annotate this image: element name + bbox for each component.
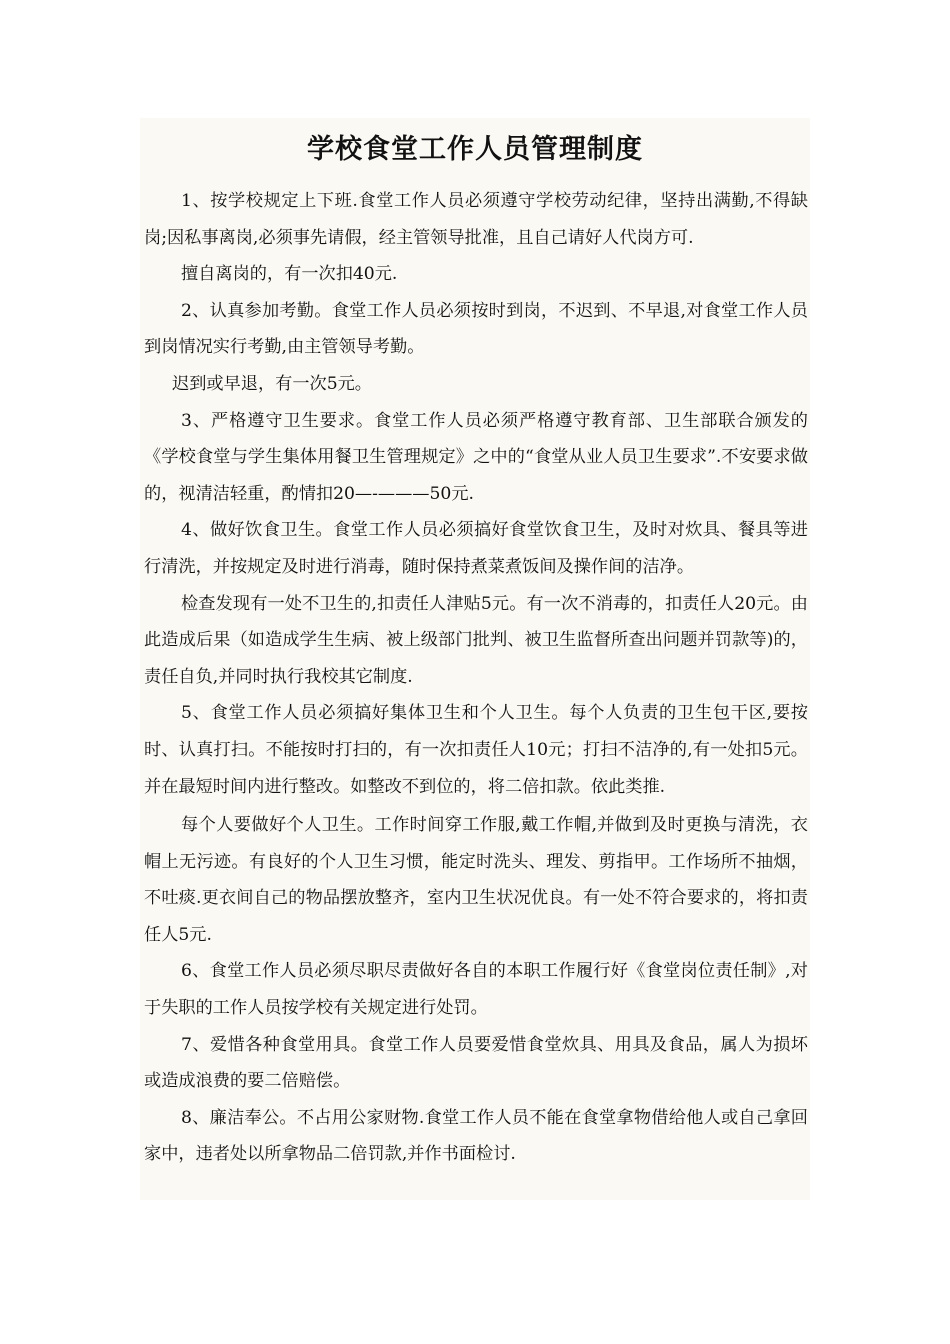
rule-6-paragraph: 6、食堂工作人员必须尽职尽责做好各自的本职工作履行好《食堂岗位责任制》,对于失职的工作人员按学校有关规定进行处罚。 xyxy=(144,961,808,1019)
rule-4-paragraph: 4、做好饮食卫生。食堂工作人员必须搞好食堂饮食卫生，及时对炊具、餐具等进行清洗，并按规定及时进行消毒，随时保持煮菜煮饭间及操作间的洁净。 xyxy=(144,520,808,577)
document-body xyxy=(144,183,808,1173)
rule-1-paragraph: 1、按学校规定上下班.食堂工作人员必须遵守学校劳动纪律，坚持出满勤,不得缺岗;因私事离岗,必须事先请假，经主管领导批准，且自己请好人代岗方可. xyxy=(144,191,808,248)
rule-2-penalty: 迟到或早退，有一次5元。 xyxy=(172,373,372,394)
rule-4-penalty: 检查发现有一处不卫生的,扣责任人津贴5元。有一次不消毒的，扣责任人20元。由此造成后果（如造成学生生病、被上级部门批判、被卫生监督所查出问题并罚款等)的，责任自负,并同时执行我校其它制度. xyxy=(144,593,808,687)
rule-7-paragraph: 7、爱惜各种食堂用具。食堂工作人员要爱惜食堂炊具、用具及食品，属人为损坏或造成浪费的要二倍赔偿。 xyxy=(144,1034,808,1092)
rule-8-paragraph: 8、廉洁奉公。不占用公家财物.食堂工作人员不能在食堂拿物借给他人或自己拿回家中，违者处以所拿物品二倍罚款,并作书面检讨. xyxy=(144,1107,808,1165)
rule-1-penalty: 擅自离岗的，有一次扣40元. xyxy=(181,264,398,285)
rule-2-paragraph: 2、认真参加考勤。食堂工作人员必须按时到岗，不迟到、不早退,对食堂工作人员到岗情况实行考勤,由主管领导考勤。 xyxy=(144,300,808,358)
rule-5-paragraph: 5、食堂工作人员必须搞好集体卫生和个人卫生。每个人负责的卫生包干区,要按时、认真打扫。不能按时打扫的，有一次扣责任人10元；打扫不洁净的,有一处扣5元。并在最短时间内进行整改。如整改不到位的，将二倍扣款。依此类推. xyxy=(144,703,808,797)
rule-3-paragraph: 3、严格遵守卫生要求。食堂工作人员必须严格遵守教育部、卫生部联合颁发的《学校食堂与学生集体用餐卫生管理规定》之中的“食堂从业人员卫生要求”.不安要求做的，视清洁轻重，酌情扣20—-———50元. xyxy=(144,410,808,504)
document-title: 学校食堂工作人员管理制度 xyxy=(307,134,643,165)
rule-5-personal-hygiene: 每个人要做好个人卫生。工作时间穿工作服,戴工作帽,并做到及时更换与清洗，衣帽上无污迹。有良好的个人卫生习惯，能定时洗头、理发、剪指甲。工作场所不抽烟，不吐痰.更衣间自己的物品摆放整齐，室内卫生状况优良。有一处不符合要求的，将扣责任人5元. xyxy=(144,815,808,945)
